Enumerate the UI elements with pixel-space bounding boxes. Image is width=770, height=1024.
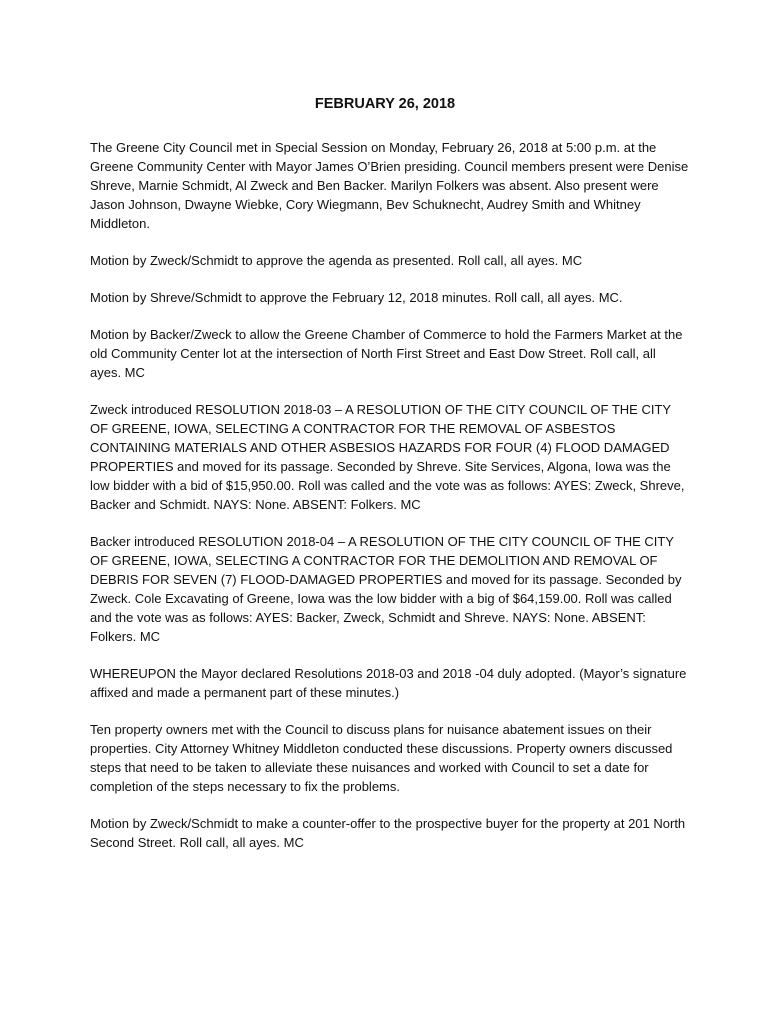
paragraph-farmers-market-motion: Motion by Backer/Zweck to allow the Greene Chamber of Commerce to hold the Farmers Market at the old Community Center lot at the intersection of North First Street and East Dow Street. Roll call, all ayes. MC bbox=[90, 327, 683, 380]
paragraph-resolution-2018-04: Backer introduced RESOLUTION 2018-04 – A RESOLUTION OF THE CITY COUNCIL OF THE CITY OF GREENE, IOWA, SELECTING A CONTRACTOR FOR THE DEMOLITION AND REMOVAL OF DEBRIS FOR SEVEN (7) FLOOD-DAMAGED PROPERTIES and moved for its passage. Seconded by Zweck. Cole Excavating of Greene, Iowa was the low bidder with a big of $64,159.00. Roll was called and the vote was as follows: AYES: Backer, Zweck, Schmidt and Shreve. NAYS: None. ABSENT: Folkers. MC bbox=[90, 534, 682, 644]
paragraph-resolution-2018-03: Zweck introduced RESOLUTION 2018-03 – A RESOLUTION OF THE CITY COUNCIL OF THE CITY OF GREENE, IOWA, SELECTING A CONTRACTOR FOR THE REMOVAL OF ASBESTOS CONTAINING MATERIALS AND OTHER ASBESIOS HAZARDS FOR FOUR (4) FLOOD DAMAGED PROPERTIES and moved for its passage. Seconded by Shreve. Site Services, Algona, Iowa was the low bidder with a bid of $15,950.00. Roll was called and the vote was as follows: AYES: Zweck, Shreve, Backer and Schmidt. NAYS: None. ABSENT: Folkers. MC bbox=[90, 402, 685, 512]
paragraph-counter-offer-motion: Motion by Zweck/Schmidt to make a counter-offer to the prospective buyer for the property at 201 North Second Street. Roll call, all ayes. MC bbox=[90, 816, 686, 850]
paragraph-agenda-motion: Motion by Zweck/Schmidt to approve the agenda as presented. Roll call, all ayes. MC bbox=[90, 253, 583, 268]
paragraph-whereupon: WHEREUPON the Mayor declared Resolutions 2018-03 and 2018 -04 duly adopted. (Mayor’s signature affixed and made a permanent part of these minutes.) bbox=[90, 666, 687, 700]
paragraph-minutes-motion: Motion by Shreve/Schmidt to approve the February 12, 2018 minutes. Roll call, all ayes. MC. bbox=[90, 290, 623, 305]
paragraph-nuisance-abatement: Ten property owners met with the Council to discuss plans for nuisance abatement issues on their properties. City Attorney Whitney Middleton conducted these discussions. Property owners discussed steps that need to be taken to alleviate these nuisances and worked with Council to set a date for completion of the steps necessary to fix the problems. bbox=[90, 722, 673, 794]
minutes-body bbox=[90, 138, 690, 870]
page-title: FEBRUARY 26, 2018 bbox=[314, 96, 456, 112]
paragraph-attendance: The Greene City Council met in Special Session on Monday, February 26, 2018 at 5:00 p.m. at the Greene Community Center with Mayor James O’Brien presiding. Council members present were Denise Shreve, Marnie Schmidt, Al Zweck and Ben Backer. Marilyn Folkers was absent. Also present were Jason Johnson, Dwayne Wiebke, Cory Wiegmann, Bev Schuknecht, Audrey Smith and Whitney Middleton. bbox=[90, 140, 689, 231]
